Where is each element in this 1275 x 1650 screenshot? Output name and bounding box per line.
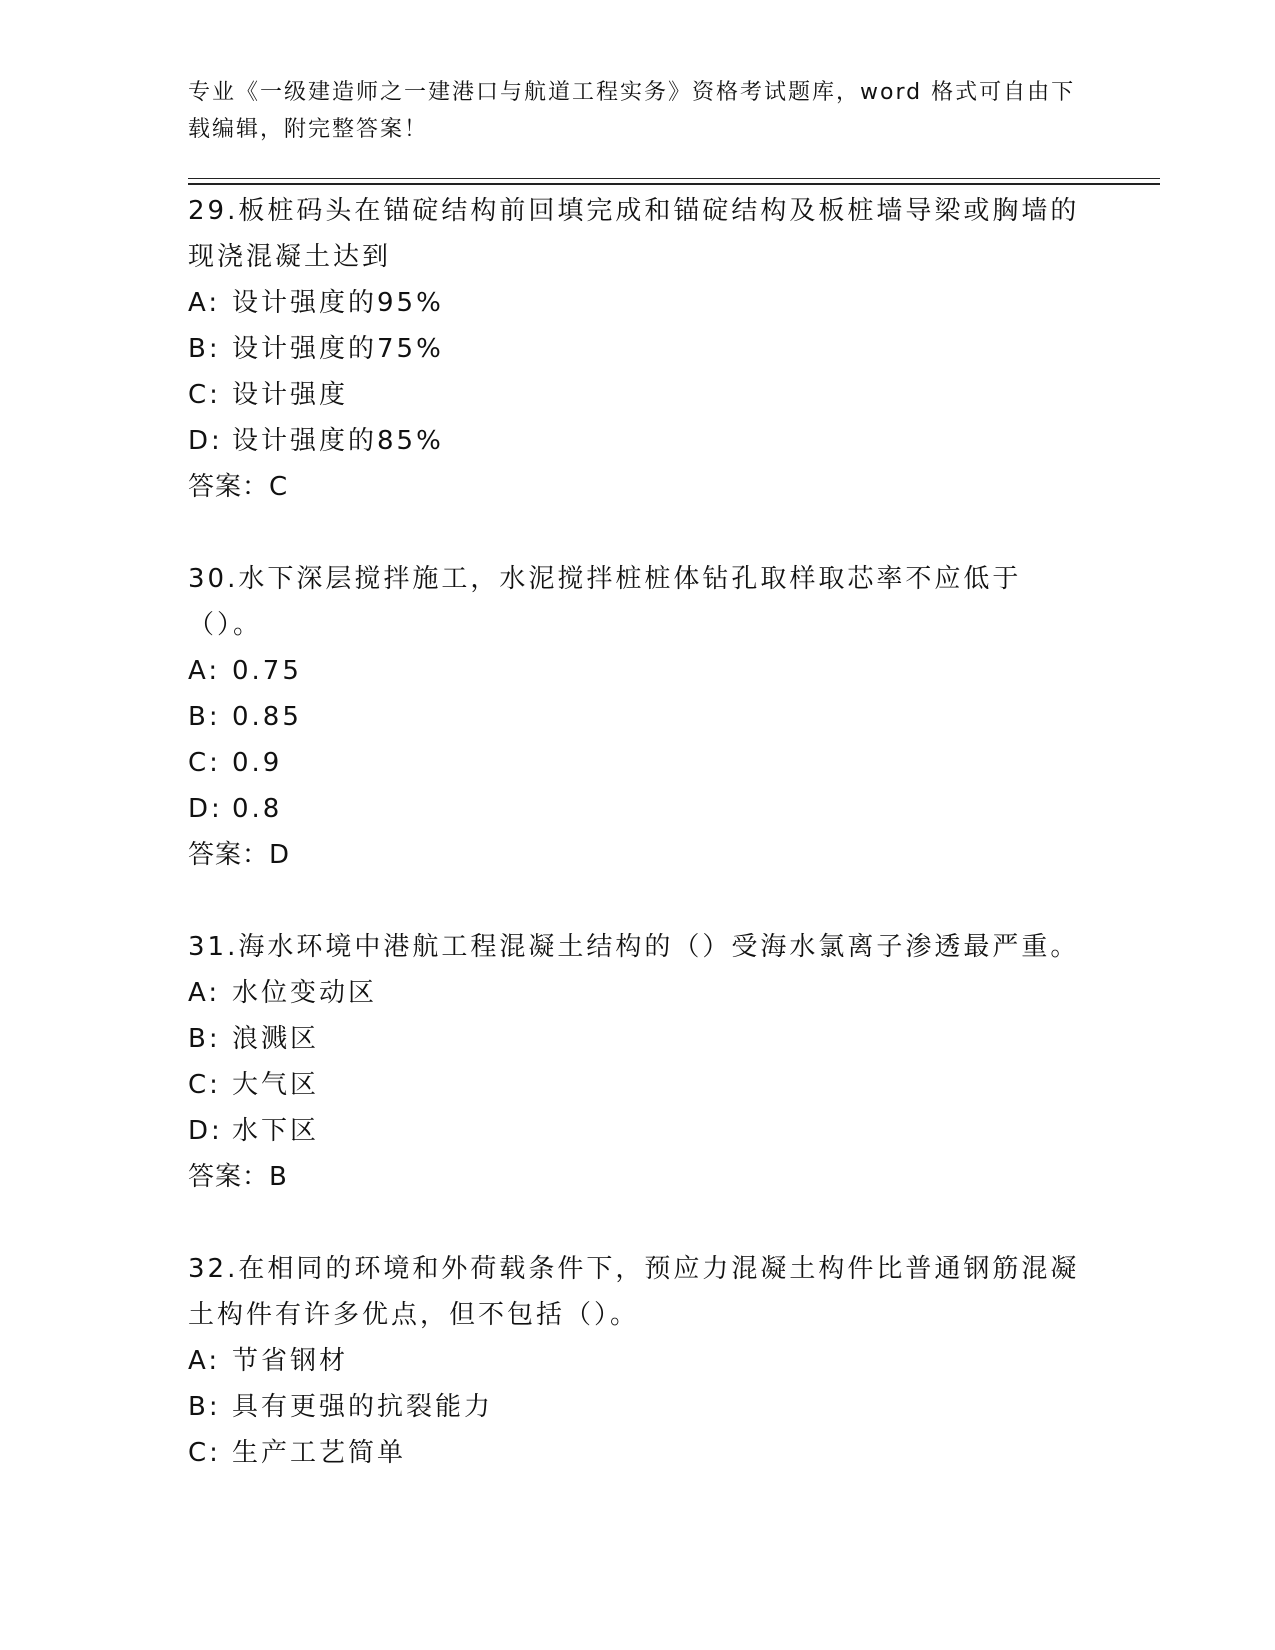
header-divider-thick — [188, 183, 1160, 185]
option-c — [188, 372, 1088, 418]
option-text: 设计强度的85% — [232, 426, 444, 456]
option-b — [188, 1016, 1088, 1062]
option-a — [188, 1338, 1088, 1384]
spacer — [188, 510, 1088, 556]
option-key: C: — [188, 748, 221, 778]
header-divider-thin — [188, 178, 1160, 179]
option-text: 浪溅区 — [232, 1024, 320, 1054]
option-d — [188, 786, 1088, 832]
option-text: 设计强度的95% — [232, 288, 444, 318]
option-text: 水下区 — [232, 1116, 320, 1146]
question-29 — [188, 188, 1088, 510]
spacer — [188, 878, 1088, 924]
option-a — [188, 648, 1088, 694]
option-a — [188, 280, 1088, 326]
option-b — [188, 694, 1088, 740]
option-key: B: — [188, 702, 221, 732]
option-key: B: — [188, 334, 221, 364]
answer-line: 答案：D — [188, 840, 291, 870]
option-key: A: — [188, 288, 221, 318]
option-text: 0.9 — [232, 748, 283, 778]
document-header: 专业《一级建造师之一建港口与航道工程实务》资格考试题库，word 格式可自由下载编辑，附完整答案！ — [188, 80, 1076, 142]
option-text: 设计强度的75% — [232, 334, 444, 364]
option-key: A: — [188, 1346, 221, 1376]
question-32 — [188, 1246, 1088, 1476]
option-key: C: — [188, 380, 221, 410]
option-text: 水位变动区 — [232, 978, 378, 1008]
question-stem: 31.海水环境中港航工程混凝土结构的（）受海水氯离子渗透最严重。 — [188, 932, 1080, 962]
option-key: C: — [188, 1070, 221, 1100]
spacer — [188, 1200, 1088, 1246]
question-stem: 32.在相同的环境和外荷载条件下，预应力混凝土构件比普通钢筋混凝土构件有许多优点，但不包括（）。 — [188, 1254, 1080, 1330]
option-key: C: — [188, 1438, 221, 1468]
option-key: D: — [188, 794, 223, 824]
option-b — [188, 326, 1088, 372]
answer-line: 答案：C — [188, 472, 289, 502]
option-key: A: — [188, 978, 221, 1008]
question-stem: 30.水下深层搅拌施工，水泥搅拌桩桩体钻孔取样取芯率不应低于（）。 — [188, 564, 1022, 640]
option-key: B: — [188, 1392, 221, 1422]
answer-line: 答案：B — [188, 1162, 288, 1192]
option-text: 生产工艺简单 — [232, 1438, 407, 1468]
question-list — [188, 188, 1088, 1476]
option-text: 设计强度 — [232, 380, 349, 410]
option-d — [188, 1108, 1088, 1154]
option-c — [188, 1062, 1088, 1108]
question-31 — [188, 924, 1088, 1200]
option-b — [188, 1384, 1088, 1430]
option-key: D: — [188, 1116, 223, 1146]
option-text: 大气区 — [232, 1070, 320, 1100]
option-c — [188, 740, 1088, 786]
option-key: B: — [188, 1024, 221, 1054]
option-text: 0.8 — [232, 794, 283, 824]
option-a — [188, 970, 1088, 1016]
option-c — [188, 1430, 1088, 1476]
option-key: D: — [188, 426, 223, 456]
option-key: A: — [188, 656, 221, 686]
option-d — [188, 418, 1088, 464]
option-text: 具有更强的抗裂能力 — [232, 1392, 494, 1422]
question-stem: 29.板桩码头在锚碇结构前回填完成和锚碇结构及板桩墙导梁或胸墙的现浇混凝土达到 — [188, 196, 1080, 272]
option-text: 0.85 — [232, 702, 302, 732]
option-text: 0.75 — [232, 656, 302, 686]
question-30 — [188, 556, 1088, 878]
option-text: 节省钢材 — [232, 1346, 349, 1376]
